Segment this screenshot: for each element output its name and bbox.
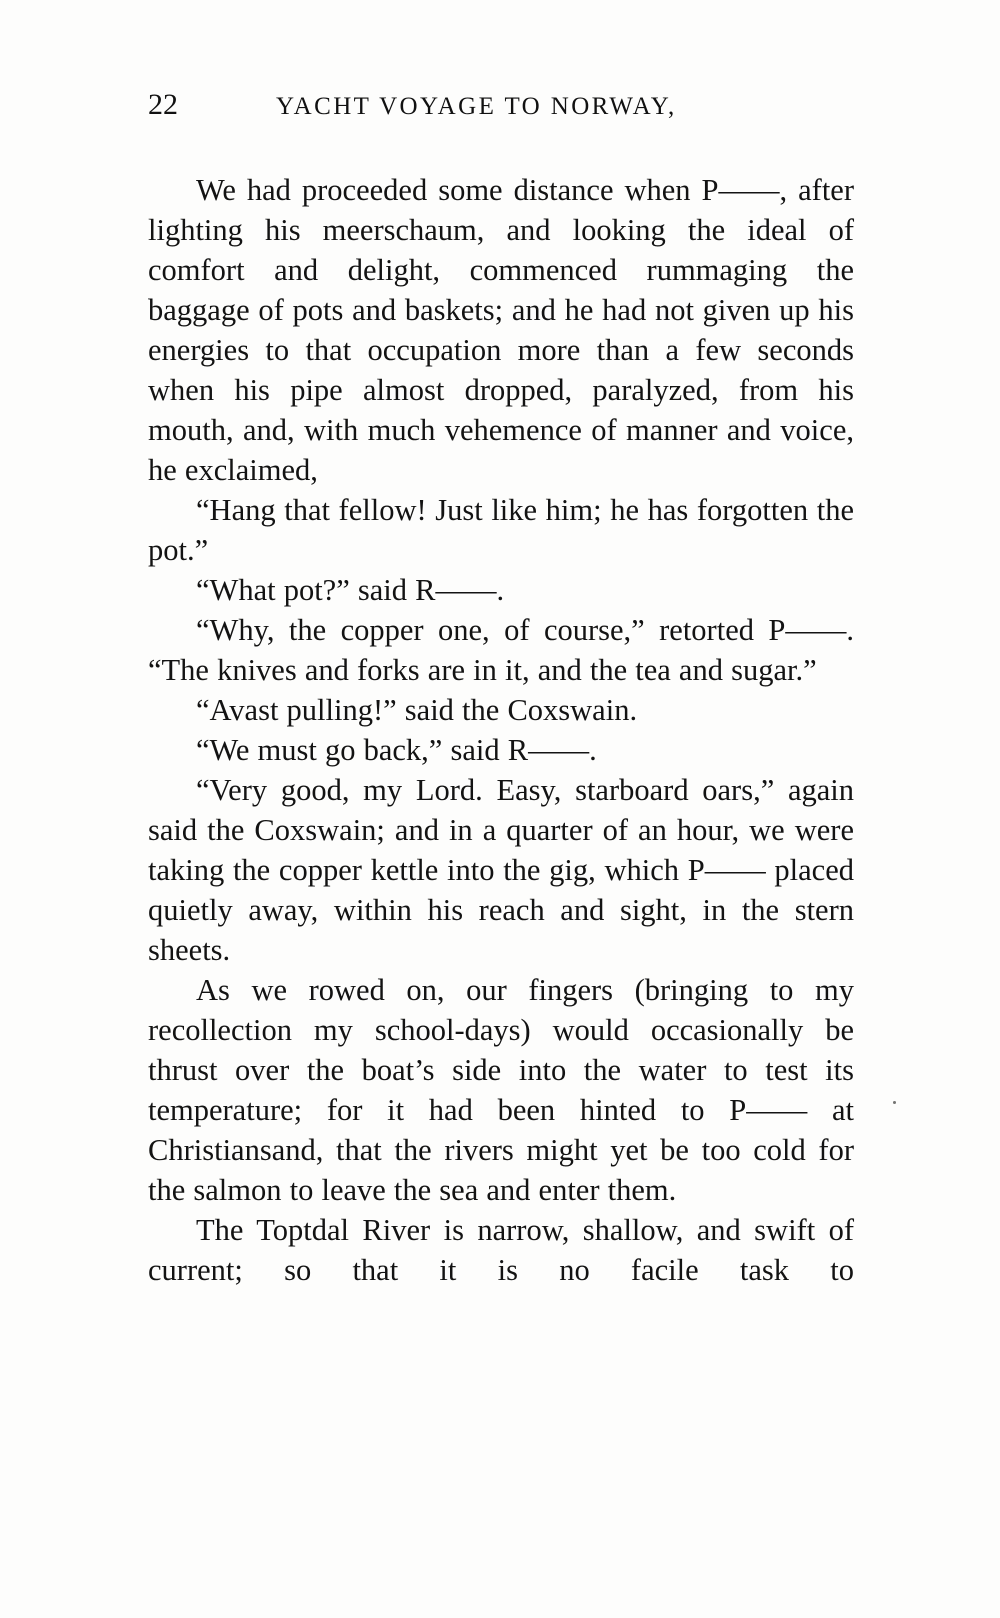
page-number: 22 bbox=[148, 88, 178, 121]
paragraph: “What pot?” said R——. bbox=[196, 573, 505, 607]
page-header bbox=[148, 88, 858, 128]
body-text bbox=[148, 170, 854, 1290]
paragraph: “We must go back,” said R——. bbox=[196, 733, 597, 767]
paragraph: The Toptdal River is narrow, shallow, and swift of current; so that it is no facile task to bbox=[148, 1213, 854, 1287]
running-head: YACHT VOYAGE TO NORWAY, bbox=[276, 93, 677, 120]
paragraph: “Avast pulling!” said the Coxswain. bbox=[196, 693, 638, 727]
page-speck bbox=[893, 1101, 896, 1104]
paragraph: As we rowed on, our fingers (bringing to my recollection my school-days) would occasionally be thrust over the boat’s side into the water to test its temperature; for it had been hinted to P—— at Christiansand, that the rivers might yet be too cold for the salmon to leave the sea and enter them. bbox=[148, 973, 854, 1207]
paragraph: “Hang that fellow! Just like him; he has forgotten the pot.” bbox=[148, 493, 854, 567]
paragraph: “Very good, my Lord. Easy, starboard oars,” again said the Coxswain; and in a quarter of an hour, we were taking the copper kettle into the gig, which P—— placed quietly away, within his reach and sight, in the stern sheets. bbox=[148, 773, 854, 967]
paragraph: We had proceeded some distance when P——, after lighting his meerschaum, and looking the ideal of comfort and delight, commenced rummaging the baggage of pots and baskets; and he had not given up his energies to that occupation more than a few seconds when his pipe almost dropped, paralyzed, from his mouth, and, with much vehemence of manner and voice, he exclaimed, bbox=[148, 173, 854, 487]
paragraph: “Why, the copper one, of course,” retorted P——. “The knives and forks are in it, and the tea and sugar.” bbox=[148, 613, 854, 687]
